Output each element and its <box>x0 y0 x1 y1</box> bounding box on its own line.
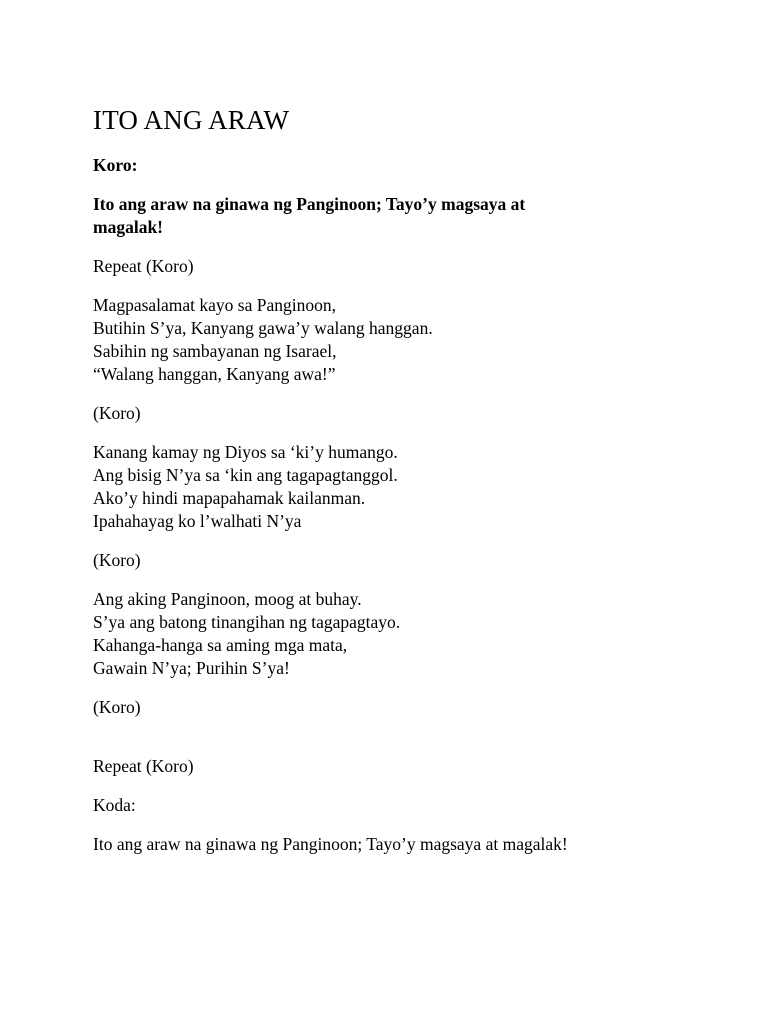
koro-heading: Koro: <box>93 155 138 175</box>
koro-marker: (Koro) <box>93 550 141 570</box>
verse-line: Ipahahayag ko l’walhati N’ya <box>93 511 302 531</box>
koro-marker: (Koro) <box>93 697 141 717</box>
verse-line: Butihin S’ya, Kanyang gawa’y walang hanggan. <box>93 318 433 338</box>
chorus-line: Ito ang araw na ginawa ng Panginoon; Tayo’y magsaya at <box>93 194 526 214</box>
verse-1 <box>93 294 693 386</box>
repeat-koro-label: Repeat (Koro) <box>93 256 194 276</box>
verse-2 <box>93 441 693 533</box>
koda-heading: Koda: <box>93 795 136 815</box>
verse-line: Magpasalamat kayo sa Panginoon, <box>93 295 337 315</box>
verse-line: “Walang hanggan, Kanyang awa!” <box>93 364 336 384</box>
verse-line: Sabihin ng sambayanan ng Isarael, <box>93 341 337 361</box>
verse-line: S’ya ang batong tinangihan ng tagapagtayo. <box>93 612 401 632</box>
verse-line: Gawain N’ya; Purihin S’ya! <box>93 658 290 678</box>
document-title: ITO ANG ARAW <box>93 105 290 135</box>
verse-line: Kahanga-hanga sa aming mga mata, <box>93 635 348 655</box>
koro-marker: (Koro) <box>93 403 141 423</box>
koda-line: Ito ang araw na ginawa ng Panginoon; Tayo’y magsaya at magalak! <box>93 834 568 854</box>
verse-line: Ako’y hindi mapapahamak kailanman. <box>93 488 366 508</box>
verse-3 <box>93 588 693 680</box>
chorus-paragraph <box>93 193 693 239</box>
document-page <box>93 103 693 872</box>
repeat-koro-label: Repeat (Koro) <box>93 756 194 776</box>
verse-line: Ang bisig N’ya sa ‘kin ang tagapagtanggol. <box>93 465 398 485</box>
verse-line: Kanang kamay ng Diyos sa ‘ki’y humango. <box>93 442 398 462</box>
verse-line: Ang aking Panginoon, moog at buhay. <box>93 589 362 609</box>
chorus-line: magalak! <box>93 217 163 237</box>
